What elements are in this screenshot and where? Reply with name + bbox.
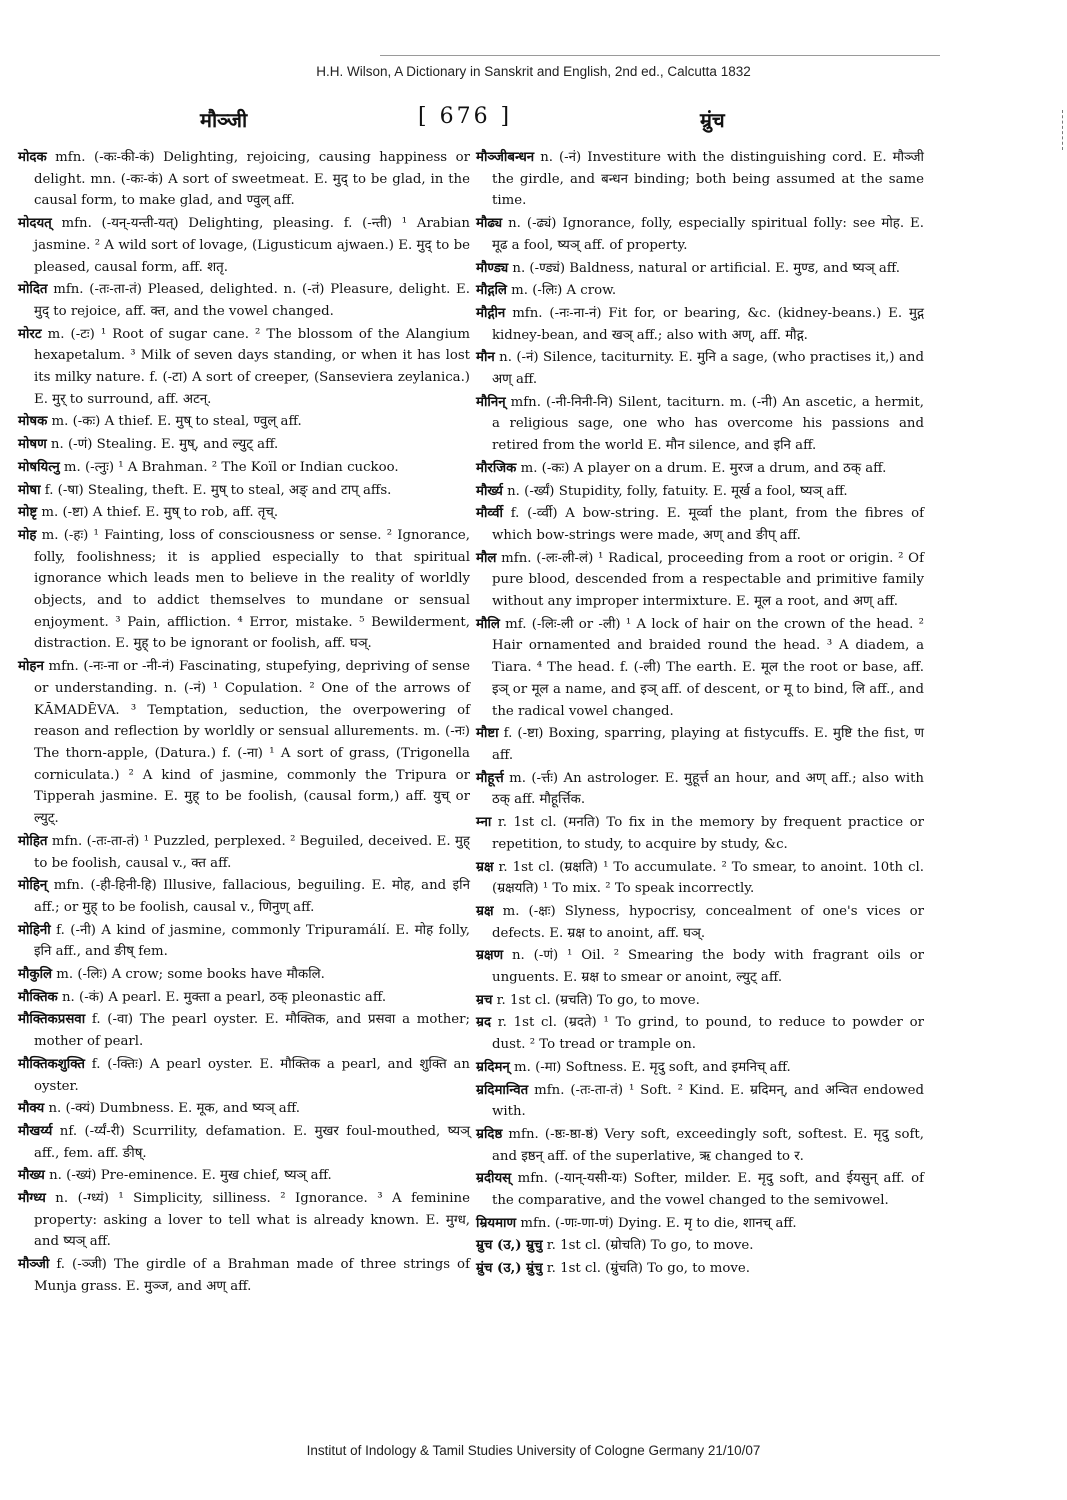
- entry-definition: f. (-षा) Stealing, theft. E. मुष् to steal, अङ् and टाप् affs.: [40, 482, 392, 498]
- entry-definition: n. (-णं) ¹ Oil. ² Smearing the body with fragrant oils or unguents. E. म्रक्ष to smear or anoint, ल्युट् aff.: [492, 948, 924, 986]
- entry-headword: मौञ्जी: [18, 1257, 50, 1273]
- entry-definition: f. (-ष्टा) Boxing, sparring, playing at fistycuffs. E. मुष्टि the fist, ण aff.: [492, 726, 924, 763]
- dictionary-entry: [18, 964, 470, 986]
- dictionary-entry: [476, 768, 924, 811]
- dictionary-entry: [476, 945, 924, 988]
- entry-definition: f. (-नी) A kind of jasmine, commonly Tripuramálí. E. मोह folly, इनि aff., and ङीष् fem.: [34, 922, 470, 960]
- right-column: [476, 147, 924, 1281]
- dictionary-entry: [18, 1054, 470, 1097]
- entry-definition: r. 1st cl. (म्रुंचति) To go, to move.: [542, 1261, 751, 1277]
- footer-credit: Institut of Indology & Tamil Studies University of Cologne Germany 21/10/07: [306, 1443, 761, 1458]
- dictionary-entry: [18, 1009, 470, 1052]
- dictionary-entry: [18, 434, 470, 456]
- entry-definition: mfn. (-तः-ता-तं) ¹ Puzzled, perplexed. ² Beguiled, deceived. E. मुह् to be foolish, causal v., क्त aff.: [34, 833, 470, 871]
- entry-headword: मौक्तिकशुक्ति: [18, 1056, 85, 1072]
- entry-definition: n. (-नं) Investiture with the distinguishing cord. E. मौञ्जी the girdle, and बन्धन binding; both being assumed at the same time.: [492, 150, 924, 209]
- entry-headword: मौन: [476, 350, 495, 366]
- dictionary-entry: [476, 1168, 924, 1211]
- dictionary-entry: [476, 614, 924, 723]
- entry-headword: मौहूर्त्त: [476, 770, 504, 786]
- entry-definition: m. (-हः) ¹ Fainting, loss of consciousness or sense. ² Ignorance, folly, foolishness; it is applied especially to that spiritual ignorance which leads men to believe in the reality of worldly objects, and to addict themselves to mundane or sensual enjoyment. ³ Pain, affliction. ⁴ Error, mistake. ⁵ Bewilderment, distraction. E. मुह् to be ignorant or foolish, aff. घञ्.: [34, 527, 470, 652]
- entry-definition: n. (-णं) Stealing. E. मुष्, and ल्युट् aff.: [46, 437, 279, 453]
- entry-definition: n. (-क्यं) Dumbness. E. मूक, and ष्यञ् aff.: [44, 1101, 300, 1117]
- running-head-left-word: मौञ्जी: [200, 108, 248, 132]
- dictionary-entry: [18, 213, 470, 278]
- entry-headword: मौख्य: [18, 1168, 45, 1184]
- entry-headword: मोदयत्: [18, 216, 52, 232]
- entry-definition: n. (-नं) Silence, taciturnity. E. मुनि a sage, (who practises it,) and अण् aff.: [492, 350, 924, 388]
- dictionary-entry: [476, 1235, 924, 1257]
- entry-definition: m. (-लिः) A crow; some books have मौकलि.: [52, 967, 325, 983]
- entry-definition: n. (-ख्यं) Pre-eminence. E. मुख chief, ष्यञ् aff.: [44, 1168, 332, 1184]
- entry-headword: मौरजिक: [476, 460, 517, 476]
- entry-headword: म्रक्ष: [476, 903, 494, 919]
- entry-definition: nf. (-र्य्यं-री) Scurrility, defamation. E. मुखर foul-mouthed, ष्यञ् aff., fem. aff. ङीष्.: [34, 1123, 470, 1161]
- entry-headword: मौर्व्वी: [476, 506, 503, 522]
- dictionary-entry: [18, 411, 470, 433]
- dictionary-entry: [18, 920, 470, 963]
- entry-headword: मोषा: [18, 482, 41, 498]
- dictionary-entry: [476, 1080, 924, 1123]
- dictionary-entry: [476, 280, 924, 302]
- dictionary-entry: [476, 548, 924, 613]
- entry-definition: n. (-ग्ध्यं) ¹ Simplicity, silliness. ² Ignorance. ³ A feminine property: asking a lover to tell what is already known. E. मुग्ध, and ष्यञ् aff.: [34, 1191, 470, 1250]
- dictionary-entry: [18, 147, 470, 212]
- entry-definition: mfn. (-णः-णा-णं) Dying. E. मृ to die, शानच् aff.: [516, 1215, 797, 1231]
- dictionary-entry: [476, 213, 924, 256]
- entry-headword: मौद्गलि: [476, 283, 507, 299]
- dictionary-entry: [18, 831, 470, 874]
- entry-headword: मोहिन्: [18, 878, 48, 894]
- entry-definition: r. 1st cl. (म्रोचति) To go, to move.: [542, 1238, 754, 1254]
- entry-definition: mfn. (-यान्-यसी-यः) Softer, milder. E. मृदु soft, and ईयसुन् aff. of the comparative, and the vowel changed to the semivowel.: [492, 1171, 924, 1209]
- entry-definition: r. 1st cl. (म्रचति) To go, to move.: [492, 992, 700, 1008]
- running-head-right-word: म्रुंच: [700, 108, 725, 132]
- entry-definition: r. 1st cl. (मनति) To fix in the memory by frequent practice or repetition, to study, to acquire by study, &c.: [491, 815, 924, 852]
- dictionary-entry: [18, 480, 470, 502]
- entry-headword: मोदक: [18, 150, 47, 165]
- entry-definition: m. (-ष्टा) A thief. E. मुष् to rob, aff. तृच्.: [37, 505, 279, 521]
- dictionary-entry: [476, 258, 924, 280]
- entry-headword: मौञ्जीबन्धन: [476, 150, 535, 165]
- dictionary-entry: [18, 1121, 470, 1164]
- entry-definition: m. (-मा) Softness. E. मृदु soft, and इमनिच् aff.: [509, 1059, 791, 1075]
- dictionary-entry: [476, 1258, 924, 1280]
- entry-headword: म्ना: [476, 815, 492, 831]
- dictionary-entry: [476, 147, 924, 212]
- entry-definition: m. (-कः) A thief. E. मुष् to steal, ण्वुल् aff.: [47, 414, 302, 430]
- entry-headword: म्रदिमान्वित: [476, 1082, 529, 1098]
- entry-definition: mfn. (-नी-निनी-नि) Silent, taciturn. m. (-नी) An ascetic, a hermit, a religious sage, one who has overcome his passions and retired from the world E. मौन silence, and इनि aff.: [492, 394, 924, 454]
- entry-headword: मौक्य: [18, 1101, 45, 1117]
- entry-definition: r. 1st cl. (म्रदते) ¹ To grind, to pound, to reduce to powder or dust. ² To tread or trample on.: [491, 1015, 924, 1053]
- dictionary-entry: [18, 502, 470, 524]
- entry-definition: mfn. (-कः-की-कं) Delighting, rejoicing, causing happiness or delight. mn. (-कः-कं) A sort of sweetmeat. E. मुद् to be glad, in the causal form, to make glad, and ण्वुल् aff.: [34, 150, 470, 209]
- entry-headword: मौक्तिक: [18, 989, 58, 1005]
- entry-definition: mfn. (-ष्ठः-ष्ठा-ष्ठं) Very soft, exceedingly soft, softest. E. मृदु soft, and इष्ठन् aff. of the superlative, ऋ changed to र.: [492, 1126, 924, 1164]
- edge-mark: [1060, 110, 1063, 150]
- dictionary-entry: [476, 458, 924, 480]
- entry-definition: mfn. (-लः-ली-लं) ¹ Radical, proceeding from a root or origin. ² Of pure blood, descended from a respectable and primitive family without any improper intermixture. E. मूल a root, and अण् aff.: [492, 550, 924, 610]
- dictionary-entry: [18, 1098, 470, 1120]
- dictionary-entry: [476, 347, 924, 390]
- entry-headword: मोरट: [18, 326, 42, 342]
- dictionary-entry: [18, 987, 470, 1009]
- entry-definition: f. (-वा) The pearl oyster. E. मौक्तिक, and प्रसवा a mother; mother of pearl.: [34, 1012, 470, 1050]
- entry-headword: म्रच: [476, 992, 493, 1008]
- entry-definition: mf. (-लिः-ली or -ली) ¹ A lock of hair on the crown of the head. ² Hair ornamented and braided round the head. ³ A diadem, a Tiara. ⁴ The head. f. (-ली) The earth. E. मूल the root or base, aff. इञ् or मूल a name, and इञ् aff. of descent, or मू to bind, लि aff., and the radical vowel changed.: [492, 616, 924, 719]
- dictionary-entry: [18, 1165, 470, 1187]
- entry-headword: मौनिन्: [476, 394, 506, 410]
- dictionary-entry: [476, 812, 924, 855]
- entry-headword: म्रद: [476, 1015, 492, 1031]
- entry-definition: mfn. (-तः-ता-तं) ¹ Soft. ² Kind. E. म्रदिमन्, and अन्वित endowed with.: [492, 1082, 924, 1120]
- entry-headword: मोषयित्नु: [18, 459, 60, 475]
- entry-headword: मौल: [476, 550, 497, 566]
- dictionary-entry: [476, 1012, 924, 1055]
- entry-headword: म्रदिमन्: [476, 1059, 510, 1075]
- dictionary-entry: [476, 503, 924, 546]
- entry-headword: मोहिनी: [18, 922, 51, 938]
- dictionary-entry: [476, 901, 924, 944]
- dictionary-entry: [476, 1124, 924, 1167]
- entry-headword: मौष्टा: [476, 726, 499, 742]
- dictionary-entry: [18, 457, 470, 479]
- entry-definition: n. (-र्ख्यं) Stupidity, folly, fatuity. E. मूर्ख a fool, ष्यञ् aff.: [502, 483, 848, 499]
- entry-definition: m. (-लिः) A crow.: [506, 283, 617, 299]
- entry-definition: r. 1st cl. (म्रक्षति) ¹ To accumulate. ² To smear, to anoint. 10th cl. (म्रक्षयति) ¹ To mix. ² To speak incorrectly.: [492, 859, 924, 897]
- entry-headword: मौकुलि: [18, 967, 53, 983]
- dictionary-entry: [18, 279, 470, 322]
- entry-headword: मोह: [18, 527, 37, 543]
- entry-headword: म्रदिष्ठ: [476, 1126, 503, 1142]
- dictionary-entry: [476, 303, 924, 346]
- entry-definition: mfn. (-नः-ना or -नी-नं) Fascinating, stupefying, depriving of sense or understanding. n. (-नं) ¹ Copulation. ² One of the arrows of KĀMADĒVA. ³ Temptation, seduction, the overpowering of reason and reflection by worldly or sensual allurements. m. (-नः) The thorn-apple, (Datura.) f. (-ना) ¹ A sort of grass, (Trigonella corniculata.) ² A kind of jasmine, commonly the Tripura or Tipperah jasmine. E. मुह् to be foolish, (causal form,) aff. युच् or ल्युट्.: [34, 659, 470, 827]
- dictionary-entry: [18, 525, 470, 655]
- running-head: [0, 100, 1067, 140]
- dictionary-entry: [476, 1057, 924, 1079]
- entry-headword: मौद्गीन: [476, 305, 506, 321]
- dictionary-entry: [476, 392, 924, 457]
- entry-headword: म्रुंच (उ,) म्रुंचु: [476, 1261, 543, 1277]
- entry-headword: मौलि: [476, 616, 500, 632]
- entry-headword: म्रुच (उ,) म्रुचु: [476, 1238, 543, 1254]
- entry-definition: n. (-ण्ड्यं) Baldness, natural or artificial. E. मुण्ड, and ष्यञ् aff.: [508, 260, 900, 276]
- entry-headword: मोषण: [18, 437, 47, 453]
- entry-headword: मोहन: [18, 659, 44, 675]
- dictionary-entry: [476, 723, 924, 766]
- dictionary-entry: [18, 875, 470, 918]
- entry-headword: मौढ्य: [476, 216, 503, 232]
- dictionary-entry: [18, 1254, 470, 1297]
- dictionary-entry: [18, 1188, 470, 1253]
- entry-headword: म्रियमाण: [476, 1215, 517, 1231]
- entry-definition: f. (-क्तिः) A pearl oyster. E. मौक्तिक a pearl, and शुक्ति an oyster.: [34, 1056, 470, 1094]
- entry-definition: n. (-कं) A pearl. E. मुक्ता a pearl, ठक् pleonastic aff.: [57, 989, 387, 1005]
- entry-definition: m. (-त्नुः) ¹ A Brahman. ² The Koïl or Indian cuckoo.: [59, 459, 399, 475]
- entry-definition: m. (-र्त्तः) An astrologer. E. मुहूर्त्त an hour, and अण् aff.; also with ठक् aff. मौहूर्त्तिक.: [492, 770, 924, 808]
- dictionary-entry: [18, 656, 470, 830]
- page-number: [ 676 ]: [418, 104, 513, 129]
- entry-headword: मोदित: [18, 282, 48, 298]
- entry-headword: म्रक्ष: [476, 859, 494, 875]
- entry-headword: मौखर्य्य: [18, 1123, 53, 1139]
- entry-headword: मौर्ख्य: [476, 483, 503, 499]
- entry-definition: mfn. (-ही-हिनी-हि) Illusive, fallacious, beguiling. E. मोह, and इनि aff.; or मुह् to be foolish, causal v., णिनुण् aff.: [34, 878, 470, 915]
- entry-definition: m. (-क्षः) Slyness, hypocrisy, concealment of one's vices or defects. E. म्रक्ष to anoint, aff. घञ्.: [492, 903, 924, 941]
- dictionary-entry: [476, 990, 924, 1012]
- entry-headword: मौक्तिकप्रसवा: [18, 1012, 86, 1028]
- source-header: H.H. Wilson, A Dictionary in Sanskrit and English, 2nd ed., Calcutta 1832: [316, 64, 751, 79]
- entry-headword: म्रक्षण: [476, 948, 504, 964]
- entry-headword: मोषक: [18, 414, 48, 430]
- left-column: [18, 147, 470, 1299]
- dictionary-entry: [476, 1213, 924, 1235]
- entry-definition: mfn. (-नः-ना-नं) Fit for, or bearing, &c. (kidney-beans.) E. मुद्ग kidney-bean, and खञ् aff.; also with अण्, aff. मौद्ग.: [492, 305, 924, 343]
- entry-headword: मौण्ड्य: [476, 260, 509, 276]
- entry-headword: म्रदीयस्: [476, 1171, 512, 1187]
- dictionary-entry: [476, 481, 924, 503]
- entry-headword: मोहित: [18, 833, 48, 849]
- entry-definition: f. (-र्व्वी) A bow-string. E. मूर्व्वा the plant, from the fibres of which bow-strings were made, अण् and ङीप् aff.: [492, 506, 924, 543]
- entry-definition: n. (-ढ्यं) Ignorance, folly, especially spiritual folly: see मोह. E. मूढ a fool, ष्यञ् aff. of property.: [492, 216, 924, 253]
- entry-headword: मौग्ध्य: [18, 1191, 46, 1207]
- entry-definition: m. (-टः) ¹ Root of sugar cane. ² The blossom of the Alangium hexapetalum. ³ Milk of seven days standing, or when it has lost its milky nature. f. (-टा) A sort of creeper, (Sanseviera zeylanica.) E. मुर् to surround, aff. अटन्.: [34, 326, 470, 407]
- dictionary-entry: [18, 324, 470, 411]
- entry-headword: मोष्टृ: [18, 505, 38, 521]
- top-rule: [380, 55, 940, 56]
- dictionary-entry: [476, 857, 924, 900]
- entry-definition: m. (-कः) A player on a drum. E. मुरज a drum, and ठक् aff.: [516, 460, 887, 476]
- entry-definition: mfn. (-यन्-यन्ती-यत्) Delighting, pleasing. f. (-न्ती) ¹ Arabian jasmine. ² A wild sort of lovage, (Ligusticum ajwaen.) E. मुद् to be pleased, causal form, aff. शतृ.: [34, 216, 470, 275]
- entry-definition: mfn. (-तः-ता-तं) Pleased, delighted. n. (-तं) Pleasure, delight. E. मुद् to rejoice, aff. क्त, and the vowel changed.: [34, 282, 470, 319]
- entry-definition: f. (-ञ्जी) The girdle of a Brahman made of three strings of Munja grass. E. मुञ्ज, and अण् aff.: [34, 1257, 470, 1294]
